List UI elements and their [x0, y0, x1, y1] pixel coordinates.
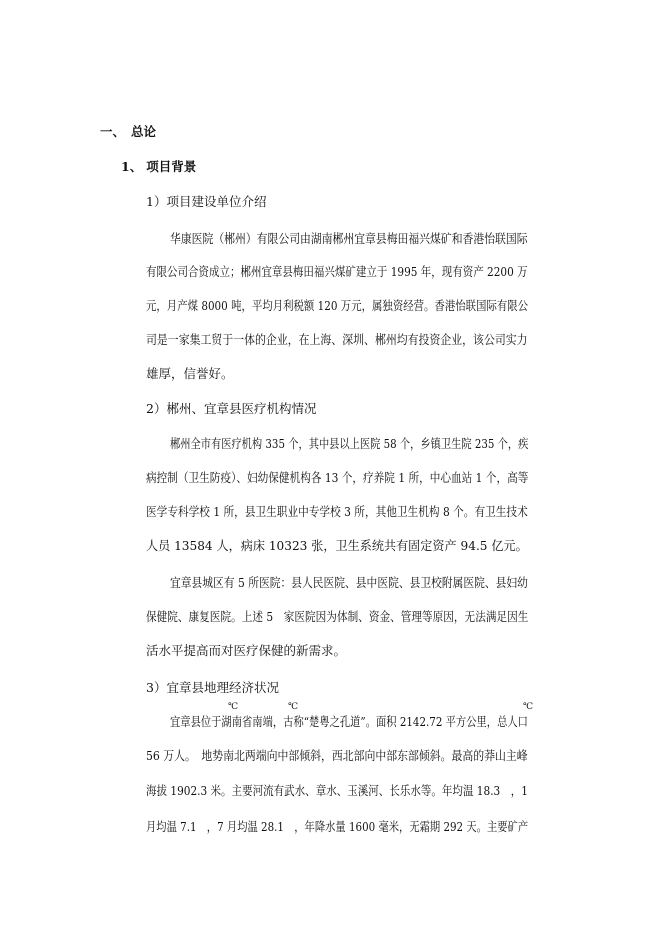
- paragraph-line: 活水平提高而对医疗保健的新需求。: [146, 643, 347, 658]
- paragraph-line: 56 万人。 地势南北两端向中部倾斜，西北部向中部东部倾斜。最高的莽山主峰: [146, 748, 528, 763]
- paragraph-line: 月均温 7.1 ，7 月均温 28.1 ，年降水量 1600 毫米，无霜期 292 天。主要矿产: [146, 819, 529, 834]
- item-heading: 1）项目建设单位介绍: [146, 194, 267, 209]
- paragraph-line: 郴州全市有医疗机构 335 个，其中县以上医院 58 个，乡镇卫生院 235 个，疾: [170, 436, 529, 451]
- paragraph-line: 司是一家集工贸于一体的企业，在上海、深圳、郴州均有投资企业，该公司实力: [146, 332, 528, 347]
- paragraph-line: 宜章县城区有 5 所医院：县人民医院、县中医院、县卫校附属医院、县妇幼: [170, 575, 528, 590]
- unit-mark: ℃: [523, 702, 534, 712]
- section-number: 一、: [100, 124, 126, 139]
- paragraph-line: 病控制（卫生防疫）、妇幼保健机构各 13 个，疗养院 1 所，中心血站 1 个，高等: [146, 470, 529, 485]
- paragraph-line: 元，月产煤 8000 吨，平均月利税额 120 万元，属独资经营。香港怡联国际有限公: [146, 298, 529, 313]
- paragraph-line: 华康医院（郴州）有限公司由湖南郴州宜章县梅田福兴煤矿和香港怡联国际: [170, 231, 528, 246]
- paragraph-line: 医学专科学校 1 所，县卫生职业中专学校 3 所，其他卫生机构 8 个。有卫生技术: [146, 504, 528, 519]
- section-heading: [100, 124, 156, 140]
- paragraph-line: 宜章县位于湖南省南端，古称“楚粤之孔道”。面积 2142.72 平方公里，总人口: [170, 714, 528, 729]
- paragraph-line: 人员 13584 人，病床 10323 张，卫生系统共有固定资产 94.5 亿元。: [146, 538, 528, 553]
- item-heading: 2）郴州、宜章县医疗机构情况: [146, 401, 317, 416]
- section-title: 总论: [131, 124, 157, 139]
- subsection-number: 1、: [121, 159, 143, 174]
- item-heading: 3）宜章县地理经济状况: [146, 680, 279, 695]
- paragraph-line: 有限公司合资成立；郴州宜章县梅田福兴煤矿建立于 1995 年，现有资产 2200 万: [146, 264, 528, 279]
- paragraph-line: 雄厚，信誉好。: [146, 366, 234, 381]
- subsection-heading: [121, 159, 196, 175]
- paragraph-line: 保健院、康复医院。上述 5 家医院因为体制、资金、管理等原因，无法满足因生: [146, 609, 529, 624]
- unit-mark: ℃: [228, 702, 239, 712]
- subsection-title: 项目背景: [146, 159, 197, 174]
- paragraph-line: 海拔 1902.3 米。主要河流有武水、章水、玉溪河、长乐水等。年均温 18.3 ，1: [146, 783, 528, 798]
- unit-mark: ℃: [288, 702, 299, 712]
